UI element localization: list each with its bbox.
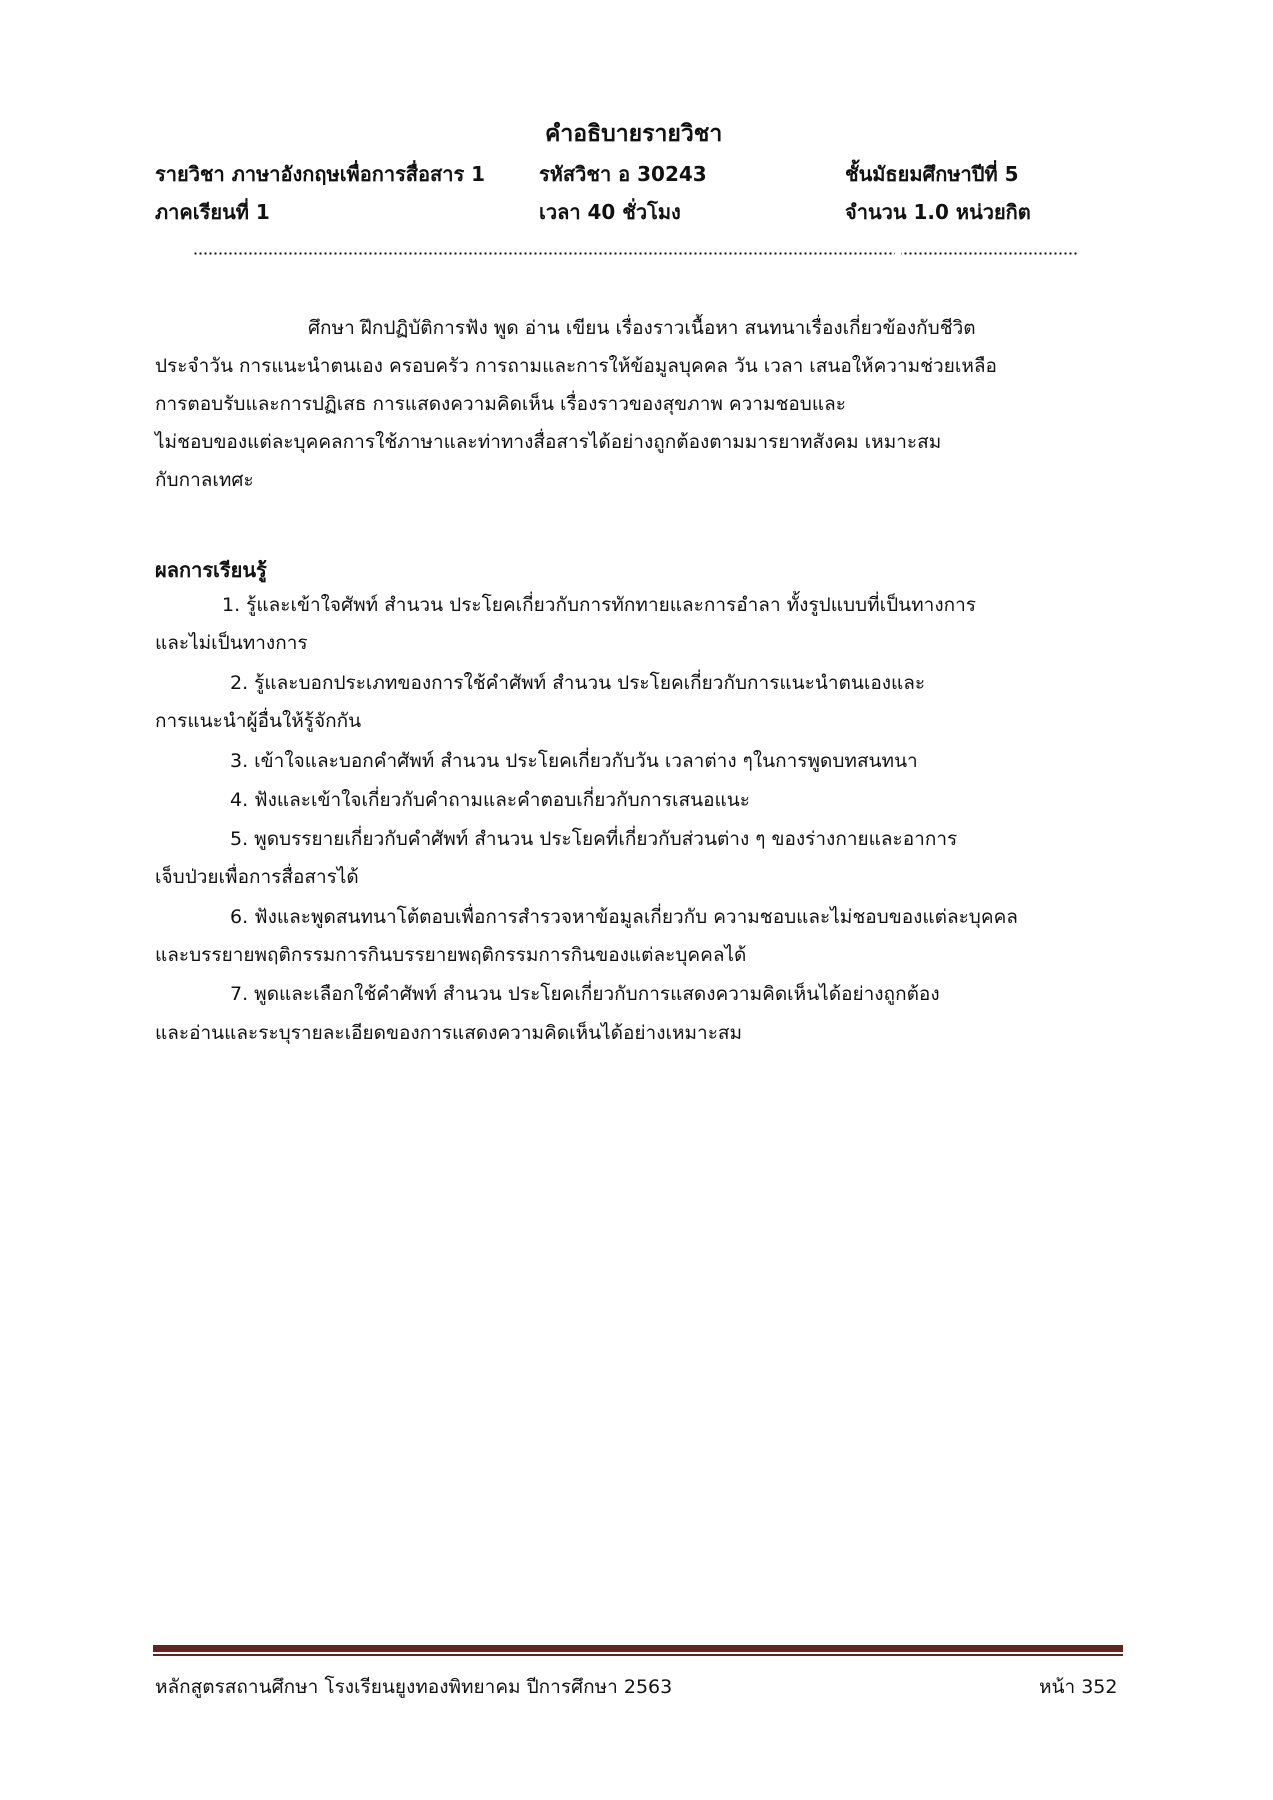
- outcome-item-continuation: การแนะนำผู้อื่นให้รู้จักกัน: [155, 710, 362, 732]
- footer-rule-thick: [153, 1645, 1123, 1652]
- description-line: ประจำวัน การแนะนำตนเอง ครอบครัว การถามและการให้ข้อมูลบุคคล วัน เวลา เสนอให้ความช่วยเหลือ: [155, 355, 997, 377]
- footer-school-curriculum: หลักสูตรสถานศึกษา โรงเรียนยูงทองพิทยาคม ปีการศึกษา 2563: [155, 1676, 673, 1698]
- description-line: ไม่ชอบของแต่ละบุคคลการใช้ภาษาและท่าทางสื่อสารได้อย่างถูกต้องตามมารยาทสังคม เหมาะสม: [155, 431, 942, 453]
- outcome-item-continuation: เจ็บป่วยเพื่อการสื่อสารได้: [155, 866, 359, 888]
- course-code: รหัสวิชา อ 30243: [539, 162, 707, 186]
- outcome-item: 2. รู้และบอกประเภทของการใช้คำศัพท์ สำนวน ประโยคเกี่ยวกับการแนะนำตนเองและ: [230, 672, 926, 694]
- learning-outcomes-heading: ผลการเรียนรู้: [155, 558, 267, 582]
- dotted-divider-gap: [895, 250, 901, 256]
- course-grade: ชั้นมัธยมศึกษาปีที่ 5: [845, 162, 1019, 186]
- outcome-item-continuation: และไม่เป็นทางการ: [155, 632, 308, 654]
- outcome-item-continuation: และบรรยายพฤติกรรมการกินบรรยายพฤติกรรมการกินของแต่ละบุคคลได้: [155, 944, 747, 966]
- dotted-divider: [193, 252, 1077, 255]
- course-semester: ภาคเรียนที่ 1: [155, 200, 270, 224]
- course-credits: จำนวน 1.0 หน่วยกิต: [845, 200, 1031, 224]
- course-subject: รายวิชา ภาษาอังกฤษเพื่อการสื่อสาร 1: [155, 162, 486, 186]
- course-hours: เวลา 40 ชั่วโมง: [539, 200, 681, 224]
- footer-page-number: หน้า 352: [1039, 1676, 1118, 1698]
- description-line: ศึกษา ฝึกปฏิบัติการฟัง พูด อ่าน เขียน เรื่องราวเนื้อหา สนทนาเรื่องเกี่ยวข้องกับชีวิต: [308, 317, 976, 339]
- outcome-item: 5. พูดบรรยายเกี่ยวกับคำศัพท์ สำนวน ประโยคที่เกี่ยวกับส่วนต่าง ๆ ของร่างกายและอาการ: [230, 828, 958, 850]
- outcome-item: 3. เข้าใจและบอกคำศัพท์ สำนวน ประโยคเกี่ยวกับวัน เวลาต่าง ๆในการพูดบทสนทนา: [230, 750, 918, 772]
- outcome-item-continuation: และอ่านและระบุรายละเอียดของการแสดงความคิดเห็นได้อย่างเหมาะสม: [155, 1022, 743, 1044]
- outcome-item: 7. พูดและเลือกใช้คำศัพท์ สำนวน ประโยคเกี่ยวกับการแสดงความคิดเห็นได้อย่างถูกต้อง: [230, 983, 940, 1005]
- description-line: กับกาลเทศะ: [155, 469, 254, 491]
- footer-rule-thin: [153, 1654, 1123, 1656]
- outcome-item: 6. ฟังและพูดสนทนาโต้ตอบเพื่อการสำรวจหาข้อมูลเกี่ยวกับ ความชอบและไม่ชอบของแต่ละบุคคล: [230, 906, 1018, 928]
- outcome-item: 1. รู้และเข้าใจศัพท์ สำนวน ประโยคเกี่ยวกับการทักทายและการอำลา ทั้งรูปแบบที่เป็นทางการ: [222, 594, 976, 616]
- document-title: คำอธิบายรายวิชา: [545, 121, 723, 147]
- description-line: การตอบรับและการปฏิเสธ การแสดงความคิดเห็น เรื่องราวของสุขภาพ ความชอบและ: [155, 393, 846, 415]
- outcome-item: 4. ฟังและเข้าใจเกี่ยวกับคำถามและคำตอบเกี่ยวกับการเสนอแนะ: [230, 789, 750, 811]
